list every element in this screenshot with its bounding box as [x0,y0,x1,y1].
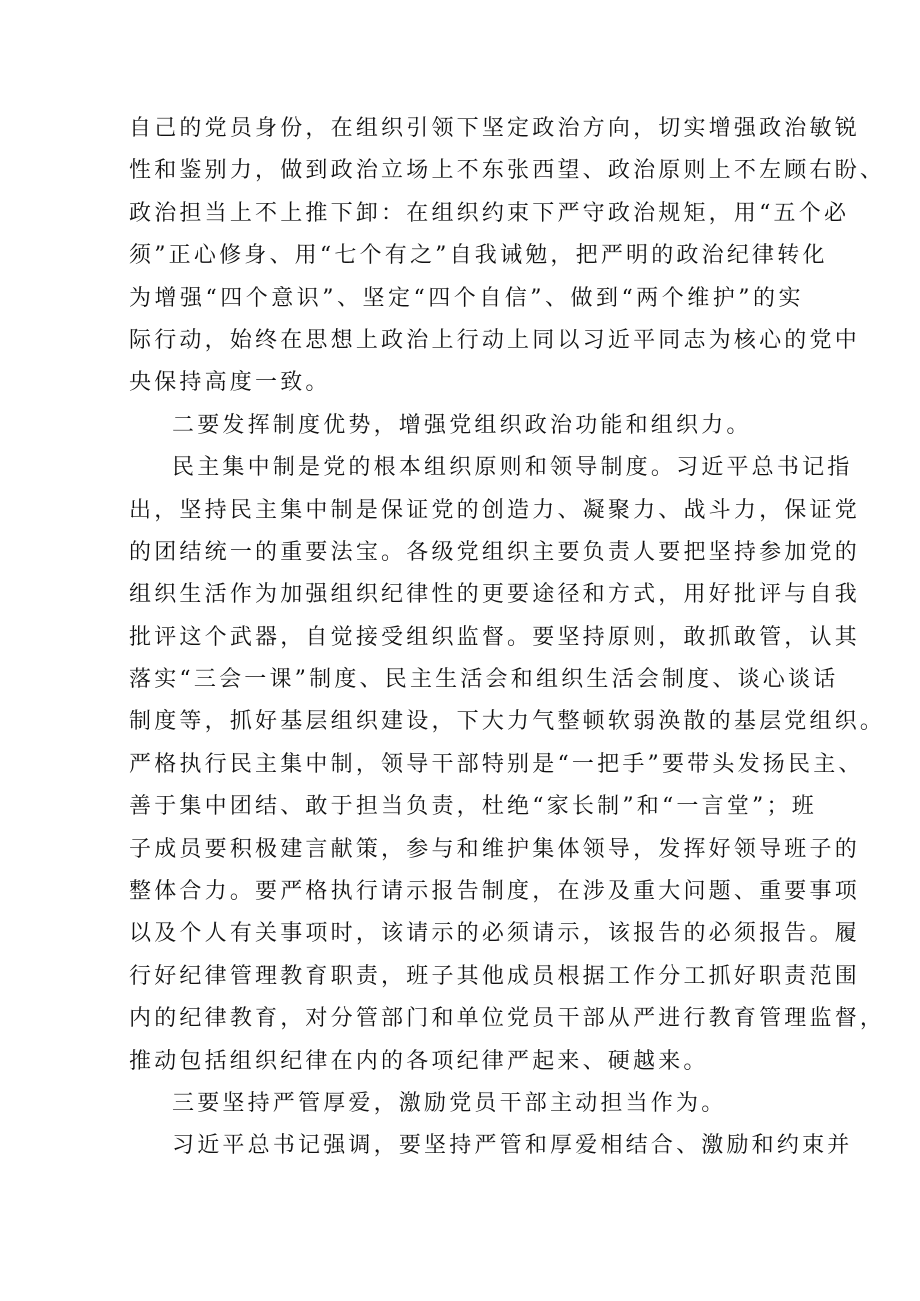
text-line: 政 治 担 当 上 不 上 推 下 卸 ： 在 组 织 约 束 下 严 守 政 治 规 矩 ， 用 “ 五 个 必 [129,200,850,226]
text-line: 推动包括组织纪律在内的各项纪律严起来、硬越来。 [129,1048,709,1074]
text-line: 的 团 结 统 一 的 重 要 法 宝 。 各 级 党 组 织 主 要 负 责 人 要 把 坚 持 参 加 党 的 [129,539,860,565]
paragraph-strict-management [129,1125,853,1167]
text-line: 为 增 强 “ 四 个 意 识 ” 、 坚 定 “ 四 个 自 信 ” 、 做 到 “ 两 个 维 护 ” 的 实 [129,285,804,311]
text-line: 制 度 等 ， 抓 好 基 层 组 织 建 设 ， 下 大 力 气 整 顿 软 弱 涣 散 的 基 层 党 组 织 。 [129,709,886,735]
text-line: 性 和 鉴 别 力 ， 做 到 政 治 立 场 上 不 东 张 西 望 、 政 治 原 则 上 不 左 顾 右 盼 、 [129,158,886,184]
text-line: 子 成 员 要 积 极 建 言 献 策 ， 参 与 和 维 护 集 体 领 导 ， 发 挥 好 领 导 班 子 的 [129,836,860,862]
text-line: 民 主 集 中 制 是 党 的 根 本 组 织 原 则 和 领 导 制 度 。 习 近 平 总 书 记 指 [172,455,853,481]
text-line: 自 己 的 党 员 身 份 ， 在 组 织 引 领 下 坚 定 政 治 方 向 ， 切 实 增 强 政 治 敏 锐 [129,116,860,141]
text-line: 落 实 “ 三 会 一 课 ” 制 度 、 民 主 生 活 会 和 组 织 生 活 会 制 度 、 谈 心 谈 话 [129,667,839,693]
section-heading-2: 二要发挥制度优势，增强党组织政治功能和组织力。 [172,412,752,438]
text-line: 善 于 集 中 团 结 、 敢 于 担 当 负 责 ， 杜 绝 “ 家 长 制 ” 和 “ 一 言 堂 ” ； 班 [129,794,817,820]
text-line: 须 ” 正 心 修 身 、 用 “ 七 个 有 之 ” 自 我 诫 勉 ， 把 严 明 的 政 治 纪 律 转 化 [129,243,828,269]
text-line: 严 格 执 行 民 主 集 中 制 ， 领 导 干 部 特 别 是 “ 一 把 手 ” 要 带 头 发 扬 民 主 、 [129,751,864,777]
section-heading-3: 三要坚持严管厚爱，激励党员干部主动担当作为。 [172,1090,727,1116]
document-page [129,108,886,1168]
text-line: 出 ， 坚 持 民 主 集 中 制 是 保 证 党 的 创 造 力 、 凝 聚 力 、 战 斗 力 ， 保 证 党 [129,497,860,523]
text-line: 批 评 这 个 武 器 ， 自 觉 接 受 组 织 监 督 。 要 坚 持 原 则 ， 敢 抓 敢 管 ， 认 其 [129,624,860,650]
paragraph-political-discipline [129,108,886,405]
text-line: 行 好 纪 律 管 理 教 育 职 责 ， 班 子 其 他 成 员 根 据 工 作 分 工 抓 好 职 责 范 围 [129,963,860,989]
text-line: 内 的 纪 律 教 育 ， 对 分 管 部 门 和 单 位 党 员 干 部 从 严 进 行 教 育 管 理 监 督 ， [129,1006,886,1032]
text-line: 际 行 动 ， 始 终 在 思 想 上 政 治 上 行 动 上 同 以 习 近 平 同 志 为 核 心 的 党 中 [129,327,860,353]
text-line: 以 及 个 人 有 关 事 项 时 ， 该 请 示 的 必 须 请 示 ， 该 报 告 的 必 须 报 告 。 履 [129,921,860,947]
text-line: 央保持高度一致。 [129,370,331,396]
text-line: 习 近 平 总 书 记 强 调 ， 要 坚 持 严 管 和 厚 爱 相 结 合 、 激 励 和 约 束 并 [172,1133,853,1159]
paragraph-democratic-centralism [129,447,886,1083]
text-line: 组 织 生 活 作 为 加 强 组 织 纪 律 性 的 更 要 途 径 和 方 式 ， 用 好 批 评 与 自 我 [129,582,860,608]
text-line: 整 体 合 力 。 要 严 格 执 行 请 示 报 告 制 度 ， 在 涉 及 重 大 问 题 、 重 要 事 项 [129,879,860,905]
